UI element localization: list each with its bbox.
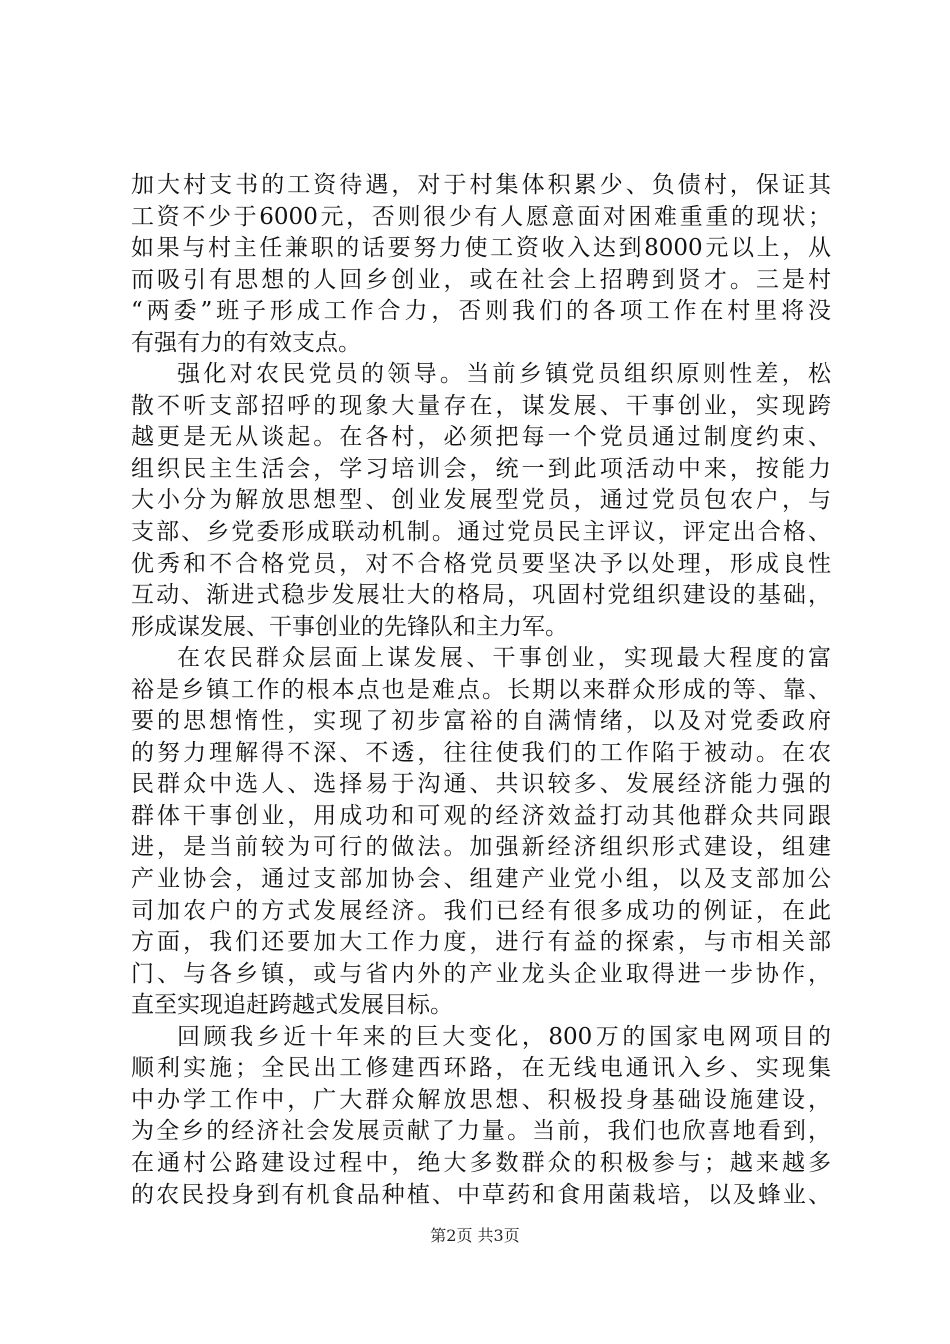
body-text (131, 170, 831, 1211)
text-line: 方面，我们还要加大工作力度，进行有益的探索，与市相关部 (131, 929, 831, 956)
text-line: 散不听支部招呼的现象大量存在，谋发展、干事创业，实现跨 (131, 392, 831, 419)
text-line: 组织民主生活会，学习培训会，统一到此项活动中来，按能力 (131, 455, 831, 482)
text-line: 加大村支书的工资待遇，对于村集体积累少、负债村，保证其 (131, 172, 831, 198)
text-line: 优秀和不合格党员，对不合格党员要坚决予以处理，形成良性 (131, 550, 831, 577)
text-line: 产业协会，通过支部加协会、组建产业党小组，以及支部加公 (131, 866, 831, 893)
text-line: 支部、乡党委形成联动机制。通过党员民主评议，评定出合格、 (131, 519, 831, 546)
text-line: 如果与村主任兼职的话要努力使工资收入达到8000元以上，从 (131, 235, 831, 262)
text-line: 门、与各乡镇，或与省内外的产业龙头企业取得进一步协作， (131, 960, 831, 987)
text-line: 的农民投身到有机食品种植、中草药和食用菌栽培，以及蜂业、 (131, 1181, 831, 1208)
text-line: 进，是当前较为可行的做法。加强新经济组织形式建设，组建 (131, 834, 831, 861)
text-line: 顺利实施；全民出工修建西环路，在无线电通讯入乡、实现集 (131, 1055, 831, 1082)
text-line: 的努力理解得不深、不透，往往使我们的工作陷于被动。在农 (131, 739, 831, 766)
text-line: 回顾我乡近十年来的巨大变化，800万的国家电网项目的 (177, 1023, 831, 1050)
text-line: 形成谋发展、干事创业的先锋队和主力军。 (131, 613, 568, 640)
text-line: 中办学工作中，广大群众解放思想、积极投身基础设施建设， (131, 1086, 831, 1113)
text-line: 为全乡的经济社会发展贡献了力量。当前，我们也欣喜地看到， (131, 1118, 831, 1145)
text-line: 工资不少于6000元，否则很少有人愿意面对困难重重的现状； (131, 203, 831, 230)
text-line: “两委”班子形成工作合力，否则我们的各项工作在村里将没 (131, 298, 831, 325)
page-footer (0, 1226, 950, 1246)
text-line: 越更是无从谈起。在各村，必须把每一个党员通过制度约束、 (131, 424, 831, 451)
text-line: 而吸引有思想的人回乡创业，或在社会上招聘到贤才。三是村 (131, 266, 831, 293)
text-line: 有强有力的有效支点。 (131, 329, 361, 356)
text-line: 大小分为解放思想型、创业发展型党员，通过党员包农户，与 (131, 487, 831, 514)
page-number-label: 第2页 共3页 (430, 1226, 520, 1245)
text-line: 直至实现追赶跨越式发展目标。 (131, 992, 453, 1019)
text-line: 裕是乡镇工作的根本点也是难点。长期以来群众形成的等、靠、 (131, 676, 831, 703)
text-line: 司加农户的方式发展经济。我们已经有很多成功的例证，在此 (131, 897, 831, 924)
text-line: 群体干事创业，用成功和可观的经济效益打动其他群众共同跟 (131, 802, 831, 829)
text-line: 强化对农民党员的领导。当前乡镇党员组织原则性差，松 (177, 361, 831, 388)
text-line: 在通村公路建设过程中，绝大多数群众的积极参与；越来越多 (131, 1149, 831, 1176)
text-line: 互动、渐进式稳步发展壮大的格局，巩固村党组织建设的基础， (131, 582, 831, 609)
text-line: 要的思想惰性，实现了初步富裕的自满情绪，以及对党委政府 (131, 708, 831, 735)
text-line: 民群众中选人、选择易于沟通、共识较多、发展经济能力强的 (131, 771, 831, 798)
text-line: 在农民群众层面上谋发展、干事创业，实现最大程度的富 (177, 645, 831, 672)
